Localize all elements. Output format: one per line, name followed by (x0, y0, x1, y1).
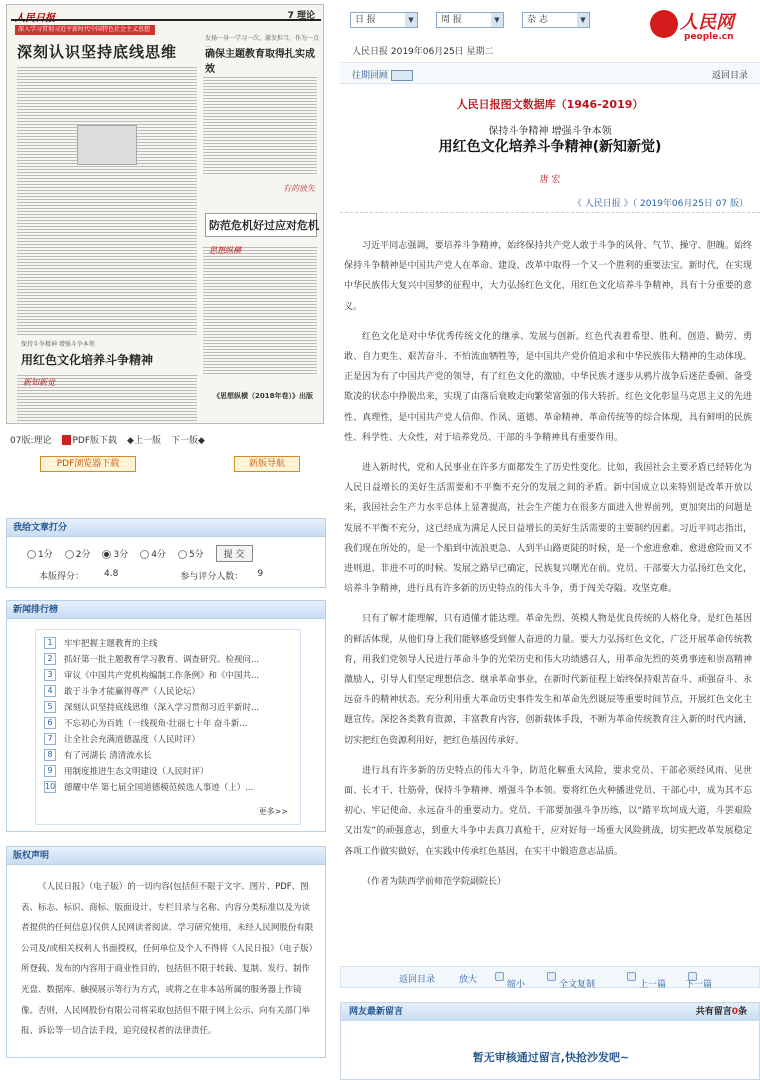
weekly-select[interactable]: 周 报 ▼ (436, 12, 504, 28)
article-body (344, 236, 752, 902)
ranking-item[interactable]: 4 敢于斗争才能赢得尊严（人民论坛） (44, 684, 294, 698)
top-header (340, 0, 760, 88)
logo-cn: 人民网 (680, 12, 734, 33)
rating-submit-button[interactable]: 提 交 (216, 545, 253, 562)
magazine-select[interactable]: 杂 志 ▼ (522, 12, 590, 28)
voters-label: 参与评分人数： (180, 572, 244, 582)
ranking-item[interactable]: 10 德耀中华 第七届全国道德模范候选人事迹（上）... (45, 782, 254, 793)
rating-options (27, 545, 253, 562)
paper-logo-sixiang: 思想纵横 (209, 246, 241, 255)
ranking-item[interactable]: 5 深刻认识坚持底线思维（深入学习贯彻习近平新时... (44, 700, 294, 714)
rating-option-5[interactable]: 5分 (178, 547, 204, 560)
article-paragraph: 进行具有许多新的历史特点的伟大斗争，防范化解重大风险，要求党员、干部必须经风雨、见世面、长才干、壮筋骨，保持斗争精神、增强斗争本领。要将红色火种播进党员、干部心中，成为其不忘初心、牢记使命、永远奋斗的重要动力。党员、干部要加强斗争历练，以“踏平坎坷成大道，斗罢艰险又出发”的顽强意志，到重大斗争中去真刀真枪干，应对好每一场重大风险挑战，切实把改革发展稳定各项工作做实做好，在实践中传承红色基因，在实干中锻造意志品质。 (344, 765, 752, 857)
radio-icon (140, 550, 149, 559)
daily-select[interactable]: 日 报 ▼ (350, 12, 418, 28)
paper-kicker-4: 保持斗争精神 增强斗争本领 (21, 341, 95, 348)
radio-selected-icon (102, 550, 111, 559)
ranking-item[interactable]: 1 牢牢把握主题教育的主线 (44, 636, 294, 650)
copyright-panel (6, 846, 326, 1058)
paper-page-label: 7 理论 (287, 11, 315, 21)
comments-panel (340, 1002, 760, 1080)
paper-nav (10, 432, 324, 446)
ranking-more-link[interactable]: 更多>> (258, 807, 288, 816)
article-source: 《 人民日报 》（ 2019年06月25日 07 版） (572, 199, 748, 209)
database-title: 人民日报图文数据库（1946-2019） (456, 98, 644, 111)
comments-empty-message: 暂无审核通过留言,快抢沙发吧~ (472, 1051, 630, 1064)
article-title: 用红色文化培养斗争精神(新知新觉) (438, 139, 662, 155)
prev-icon (627, 972, 636, 981)
article-paragraph: 只有了解才能理解，只有逍懂才能达理。革命先烈、英模人物是优良传统的人格化身，是红色基因的鲜活体现，从他们身上我们能够感受到催人奋进的力量。要大力弘扬红色文化，广泛开展革命传统教育，用我们党领导人民进行革命斗争的光荣历史和伟大功绩感召人，用革命先烈的英勇事迹和崇高精神激励人，引导人们坚定理想信念、继承革命事业，在新时代新征程上始终保持艰苦奋斗、顽强奋斗、永远奋斗的精神状态。充分利用重大革命历史事件发生和革命先烈诞辰等重要时间节点，开展红色文化主题宣传。深挖各类教育资源，丰富教育内容，创新载体手段，不断为革命传统教育注入新的时代内涵，切实把红色资源利用好，把红色基因传承好。 (344, 614, 752, 746)
rating-option-3[interactable]: 3分 (102, 547, 128, 560)
article-author: 唐 宏 (539, 175, 561, 185)
zoom-out-icon (495, 972, 504, 981)
calendar-icon[interactable] (391, 70, 413, 81)
radio-icon (178, 550, 187, 559)
rating-option-1[interactable]: 1分 (27, 547, 53, 560)
rating-panel (6, 518, 326, 588)
back-to-index-link[interactable]: 返回目录 (711, 71, 748, 81)
people-logo[interactable] (650, 8, 750, 44)
page-label: 07版:理论 (10, 435, 52, 446)
ranking-item[interactable]: 9 用制度推进生态文明建设（人民时评） (44, 764, 294, 778)
right-column (340, 0, 760, 1080)
article-paragraph: 红色文化是对中华优秀传统文化的继承、发展与创新。红色代表着希望、胜利、创造、勤劳、勇敢、自力更生、艰苦奋斗、不怕流血牺牲等，是中国共产党价值追求和中华民族伟大精神的生动体现。正是因为有了中国共产党的领导，有了红色文化的激励，中华民族才逐步从鸦片战争后迷茫委顿、备受欺凌的状态中挣脱出来，实现了由落后衰败走向繁荣富强的伟大转折。红色文化彰显马克思主义的先进性、真理性，是中国共产党人信仰、作风、道德、革命精神、革命传统等的综合体现，具有鲜明的民族性、科学性、大众性，对于培养党员、干部的斗争精神具有重要作用。 (344, 331, 752, 443)
copy-icon (547, 972, 556, 981)
comments-count: 共有留言0条 (695, 1007, 747, 1017)
voters-value: 9 (257, 569, 264, 579)
pdf-icon (62, 435, 71, 445)
ranking-list (35, 629, 301, 825)
button-row (10, 456, 324, 472)
paper-text-block (17, 65, 197, 335)
comments-header (341, 1003, 759, 1021)
article-toolbar (340, 966, 760, 988)
news-ranking-panel (6, 600, 326, 832)
paper-masthead: 人民日报 (15, 13, 55, 24)
prev-page-link[interactable]: ◆上一版 (127, 435, 161, 446)
rating-score-line (39, 569, 263, 582)
ranking-item[interactable]: 6 不忘初心为百姓（一线视角·壮丽七十年 奋斗新... (44, 716, 294, 730)
pdf-download-link[interactable]: PDF版下载 (62, 433, 118, 446)
paper-logo-fang: 有的放矢 (283, 184, 315, 193)
ranking-item[interactable]: 2 抓好第一批主题教育学习教育、调查研究、检视问... (44, 652, 294, 666)
newspaper-page-image[interactable] (6, 4, 324, 424)
score-value: 4.8 (104, 569, 119, 579)
ranking-item[interactable]: 3 审议《中国共产党机构编制工作条例》和《中国共... (44, 668, 294, 682)
radio-icon (27, 550, 36, 559)
back-to-index-button[interactable]: 返回目录 (399, 975, 436, 985)
history-bar (340, 62, 760, 84)
article-paragraph: （作者为陕西学前师范学院副院长） (362, 876, 507, 887)
prev-article-button[interactable]: 上一篇 (627, 972, 639, 982)
article-paragraph: 进入新时代，党和人民事业在许多方面都发生了历史性变化。比如，我国社会主要矛盾已经转化为人民日益增长的美好生活需要和不平衡不充分的发展之间的矛盾。新中国成立以来特别是改革开放以来，我国社会生产力水平总体上显著提高，社会生产能力在很多方面进入世界前列，更加突出的问题是发展不平衡不充分，这已经成为满足人民日益增长的美好生活需要的主要制约因素。习近平同志指出，我们现在所处的，是一个船到中流浪更急、人到半山路更陡的时候，是一个愈进愈难、愈进愈险而又不进则退、非进不可的时候。发展之路早已确定，民族复兴曙光在前。党员、干部要大力弘扬红色文化，培养斗争精神，进行具有许多新的历史特点的伟大斗争，勇于闯关夺隘、攻坚克难。 (344, 463, 752, 595)
article-kicker: 保持斗争精神 增强斗争本领 (488, 126, 612, 137)
paper-kicker: 深入学习贯彻习近平新时代中国特色社会主义思想 (15, 25, 155, 35)
paper-text-block (203, 245, 317, 375)
paper-headline-2[interactable]: 确保主题教育取得扎实成效 (205, 49, 315, 75)
history-link[interactable]: 往期回顾 (352, 68, 413, 81)
paper-subhead-2: 发扬一身一学习一次，激发担当，作为一点一 (205, 35, 320, 51)
paper-headline-1[interactable]: 深刻认识坚持底线思维 (17, 43, 178, 61)
copyright-title: 版权声明 (7, 847, 325, 865)
zoom-in-button[interactable]: 放大 (459, 975, 478, 985)
divider (340, 212, 760, 213)
comments-title: 网友最新留言 (349, 1007, 404, 1017)
radio-icon (65, 550, 74, 559)
paper-rule (11, 19, 321, 21)
pdf-browser-download-button[interactable]: PDF浏览器下载 (40, 456, 136, 472)
ranking-item[interactable]: 7 让全社会充满道德温度（人民时评） (44, 732, 294, 746)
issue-date: 人民日报 2019年06月25日 星期二 (352, 47, 494, 57)
logo-emblem-icon (650, 10, 678, 38)
rating-title: 我给文章打分 (7, 519, 325, 537)
paper-headline-5[interactable]: 《思想纵横（2018年卷）》出版 (213, 392, 313, 400)
ranking-item[interactable]: 8 有了河湖长 清清流水长 (44, 748, 294, 762)
rating-option-4[interactable]: 4分 (140, 547, 166, 560)
new-layout-nav-button[interactable]: 新版导航 (234, 456, 300, 472)
paper-photo (77, 125, 137, 165)
next-article-button[interactable]: 下一篇 (685, 972, 700, 982)
score-label: 本版得分： (39, 572, 85, 582)
copy-all-button[interactable]: 全文复制 (547, 972, 559, 982)
left-column (0, 0, 332, 1080)
ranking-title: 新闻排行榜 (7, 601, 325, 619)
article-paragraph: 习近平同志强调，要培养斗争精神，始终保持共产党人敢于斗争的风骨、气节、操守、胆魄。始终保持斗争精神是中国共产党人在革命、建设、改革中取得一个又一个胜利的重要法宝。新时代，在实现中华民族伟大复兴中国梦的征程中，大力弘扬红色文化，用红色文化培养斗争精神，具有十分重要的意义。 (344, 241, 752, 312)
copyright-text: 《人民日报》（电子版）的一切内容(包括但不限于文字、图片、PDF、图表、标志、标识、商标、版面设计、专栏目录与名称、内容分类标准以及为读者提供的任何信息)仅供人民网读者阅读、学习研究使用，未经人民网股份有限公司及/或相关权利人书面授权，任何单位及个人不得将《人民日报》（电子版）所登载、发布的内容用于商业性目的，包括但不限于转载、复制、发行、制作光盘、数据库、触摸展示等行为方式，或将之在非本站所属的服务器上作镜像。否则，人民网股份有限公司将采取包括但不限于网上公示、向有关部门举报、诉讼等一切合法手段，追究侵权者的法律责任。 (21, 882, 314, 1037)
paper-text-block (203, 75, 317, 175)
zoom-out-button[interactable]: 缩小 (495, 972, 507, 982)
rating-option-2[interactable]: 2分 (65, 547, 91, 560)
paper-headline-4[interactable]: 用红色文化培养斗争精神 (21, 353, 154, 367)
next-page-link[interactable]: 下一版◆ (170, 435, 205, 446)
paper-logo-xinzhi: 新知新觉 (23, 378, 55, 387)
paper-headline-3[interactable]: 防范危机好过应对危机 (209, 219, 319, 232)
logo-en: people.cn (684, 32, 734, 42)
